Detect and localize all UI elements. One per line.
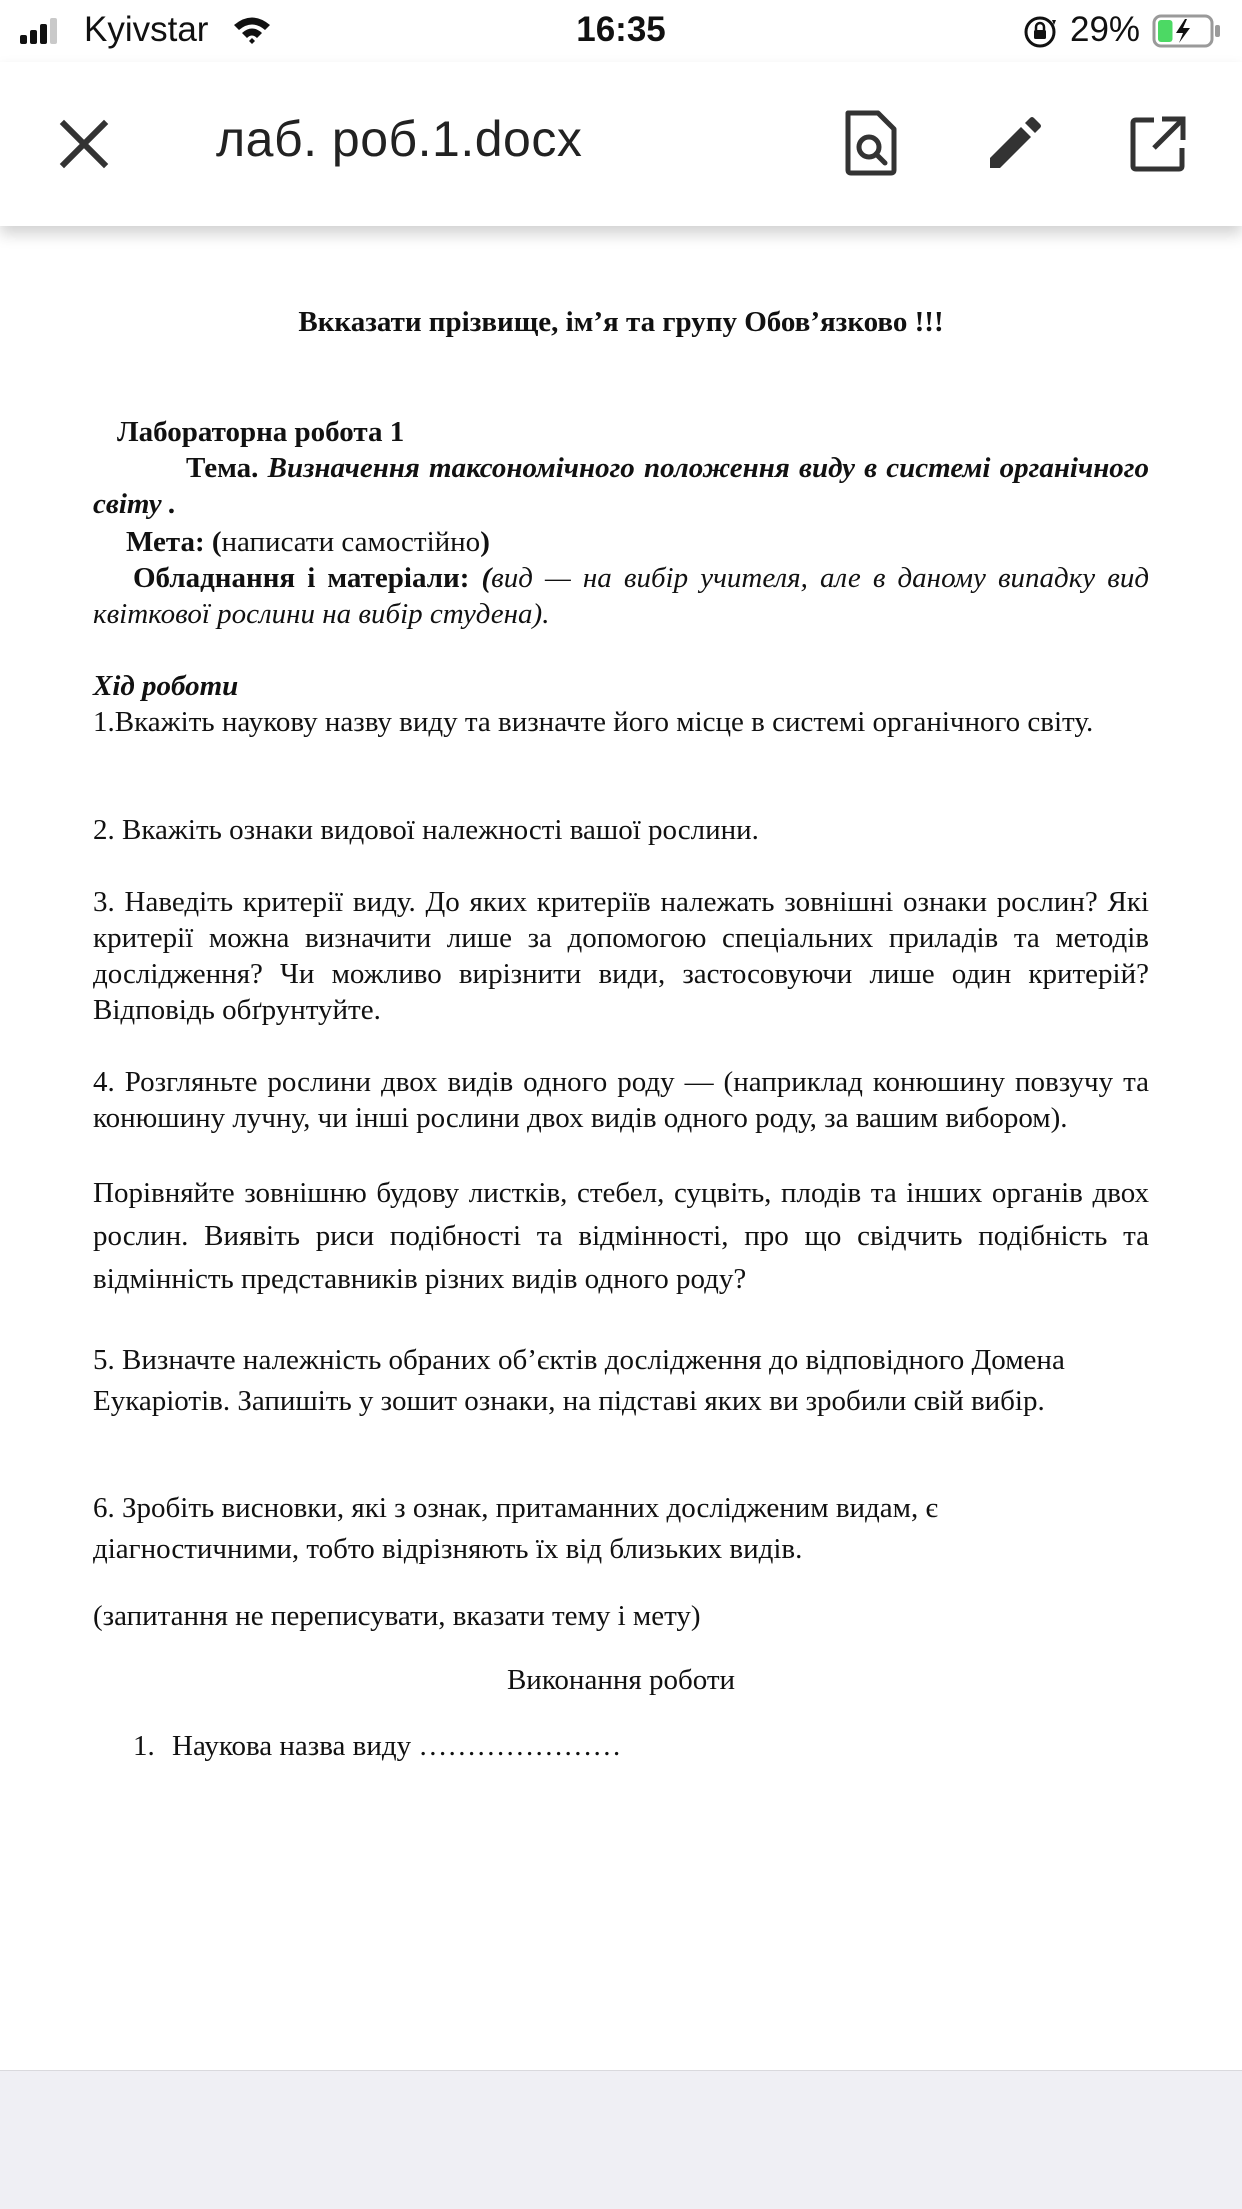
carrier-name: Kyivstar [84, 10, 209, 49]
goal-text: написати самостійно [221, 526, 481, 558]
task-1: 1.Вкажіть наукову назву виду та визначте його місце в системі органічного світу. [93, 706, 1094, 738]
document-title: лаб. роб.1.docx [216, 111, 583, 167]
task-5: 5. Визначте належність обраних об’єктів дослідження до відповідного Домена Еукаріотів. Запишіть у зошит ознаки, на підставі яких ви зробили свій вибір. [93, 1344, 1065, 1417]
document-page [0, 226, 1242, 2070]
document-search-icon[interactable] [842, 110, 898, 176]
task-4-continued: Порівняйте зовнішню будову листків, стебел, суцвіть, плодів та інших органів двох рослин. Виявіть риси подібності та відмінності, про що свідчить подібність та відмінність представників різних видів одного роду? [93, 1177, 1149, 1295]
answer-item-number: 1. [133, 1730, 155, 1762]
task-3: 3. Наведіть критерії виду. До яких критеріїв належать зовнішні ознаки рослин? Які критерії можна визначити лише за допомогою спеціальних приладів та методів дослідження? Чи можливо вирізнити види, застосовуючи лише один критерій? Відповідь обґрунтуйте. [93, 886, 1149, 1026]
progress-heading: Хід роботи [93, 670, 239, 702]
note: (запитання не переписувати, вказати тему і мету) [93, 1600, 701, 1632]
equipment-paren: ( [481, 562, 492, 594]
topic-text: Визначення таксономічного положення виду в системі органічного світу . [93, 452, 1150, 520]
pencil-icon[interactable] [984, 114, 1044, 174]
clock: 16:35 [576, 10, 666, 49]
equipment-text: вид — на вибір учителя, але в даному випадку вид квіткової рослини на вибір студена). [93, 562, 1150, 630]
equipment-label: Обладнання і матеріали: [133, 562, 470, 594]
goal-label: Мета: ( [126, 526, 222, 558]
battery-charging-icon [1152, 14, 1222, 48]
goal-close: ) [480, 526, 490, 558]
topic-label: Тема. [186, 452, 259, 484]
topic-paragraph [93, 450, 1149, 522]
close-icon[interactable] [54, 114, 114, 174]
app-bar [0, 62, 1242, 226]
execution-heading: Виконання роботи [506, 1664, 736, 1696]
task-6: 6. Зробіть висновки, які з ознак, притаманних дослідженим видам, є діагностичними, тобто відрізняють їх від близьких видів. [93, 1492, 938, 1565]
answer-item-text: Наукова назва виду ………………… [172, 1730, 622, 1762]
answer-item [133, 1728, 1189, 1764]
header-note: Вкказати прізвище, ім’я та групу Обов’язково !!! [298, 306, 944, 338]
task-4: 4. Розгляньте рослини двох видів одного роду — (наприклад конюшину повзучу та конюшину лучну, чи інші рослини двох видів одного роду, за вашим вибором). [93, 1066, 1149, 1134]
goal-line [126, 524, 1182, 560]
rotation-lock-icon [1022, 14, 1058, 50]
open-external-icon[interactable] [1128, 114, 1188, 174]
status-bar [0, 0, 1242, 62]
viewer-background [0, 2070, 1242, 2209]
task-2: 2. Вкажіть ознаки видової належності вашої рослини. [93, 814, 759, 846]
equipment-paragraph [93, 560, 1149, 632]
lab-title: Лабораторна робота 1 [117, 416, 405, 448]
battery-percentage: 29% [1070, 10, 1141, 49]
